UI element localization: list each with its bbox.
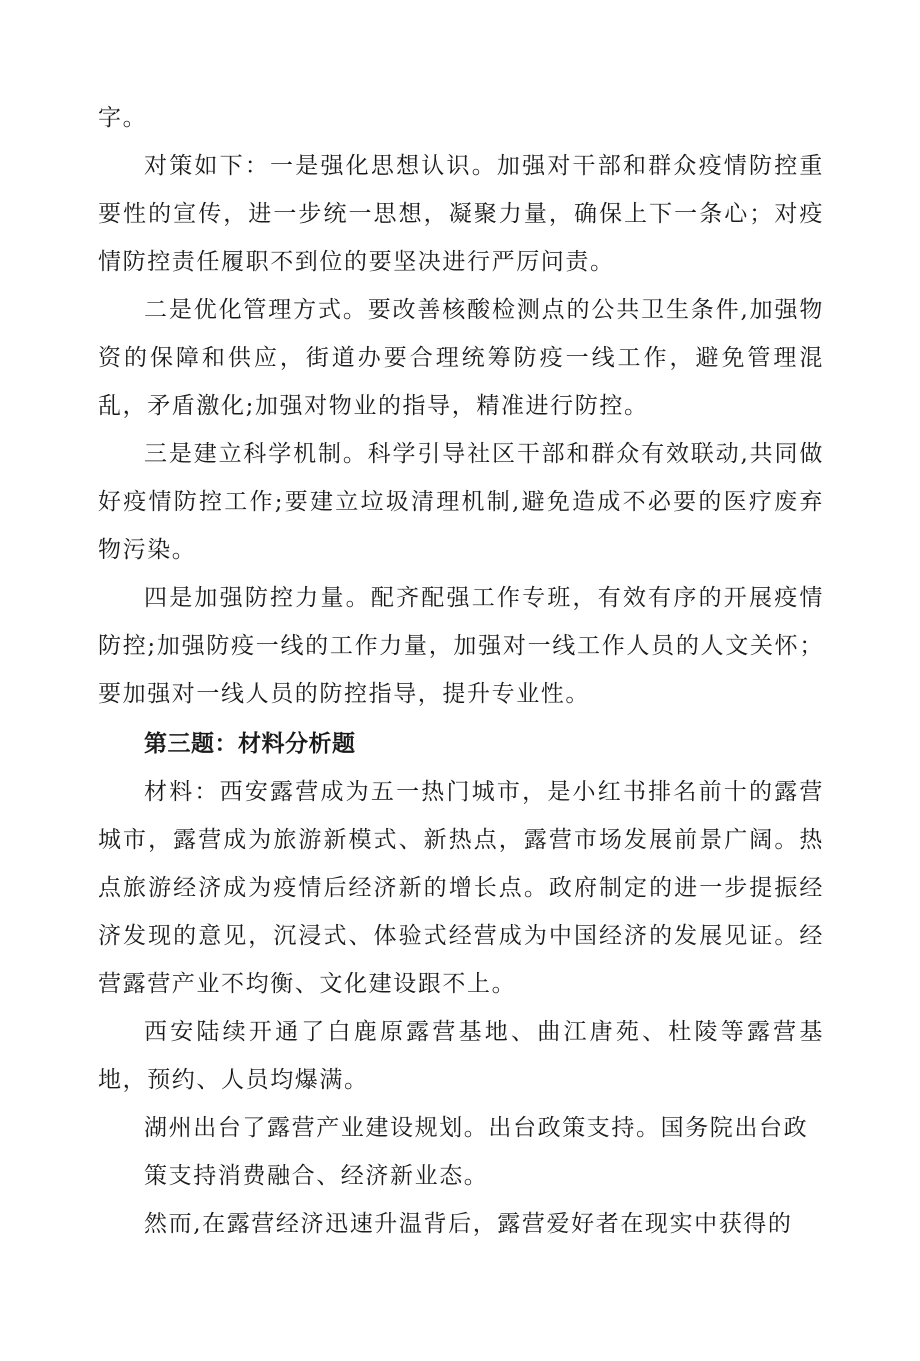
countermeasures-paragraph: 对策如下：一是强化思想认识。加强对干部和群众疫情防控重要性的宣传，进一步统一思想，凝聚力量，确保上下一条心；对疫情防控责任履职不到位的要坚决进行严厉问责。 <box>98 153 824 275</box>
xian-paragraph: 西安陆续开通了白鹿原露营基地、曲江唐苑、杜陵等露营基地，预约、人员均爆满。 <box>98 1019 824 1093</box>
mechanism-paragraph: 三是建立科学机制。科学引导社区干部和群众有效联动,共同做好疫情防控工作;要建立垃圾清理机制,避免造成不必要的医疗废弃物污染。 <box>98 441 824 563</box>
policy-continuation-line: 策支持消费融合、经济新业态。 <box>144 1163 489 1189</box>
management-paragraph: 二是优化管理方式。要改善核酸检测点的公共卫生条件,加强物资的保障和供应，街道办要合理统筹防疫一线工作，避免管理混乱，矛盾激化;加强对物业的指导，精准进行防控。 <box>98 297 824 419</box>
fragment-line: 字。 <box>98 105 148 131</box>
strength-paragraph: 四是加强防控力量。配齐配强工作专班，有效有序的开展疫情防控;加强防疫一线的工作力量，加强对一线工作人员的人文关怀；要加强对一线人员的防控指导，提升专业性。 <box>98 585 824 707</box>
material-paragraph: 材料：西安露营成为五一热门城市，是小红书排名前十的露营城市，露营成为旅游新模式、新热点，露营市场发展前景广阔。热点旅游经济成为疫情后经济新的增长点。政府制定的进一步提振经济发现的意见，沉浸式、体验式经营成为中国经济的发展见证。经营露营产业不均衡、文化建设跟不上。 <box>98 779 824 997</box>
section-title: 第三题：材料分析题 <box>144 731 356 757</box>
huzhou-paragraph: 湖州出台了露营产业建设规划。出台政策支持。国务院出台政 <box>144 1115 809 1141</box>
however-paragraph: 然而,在露营经济迅速升温背后，露营爱好者在现实中获得的 <box>144 1211 793 1237</box>
